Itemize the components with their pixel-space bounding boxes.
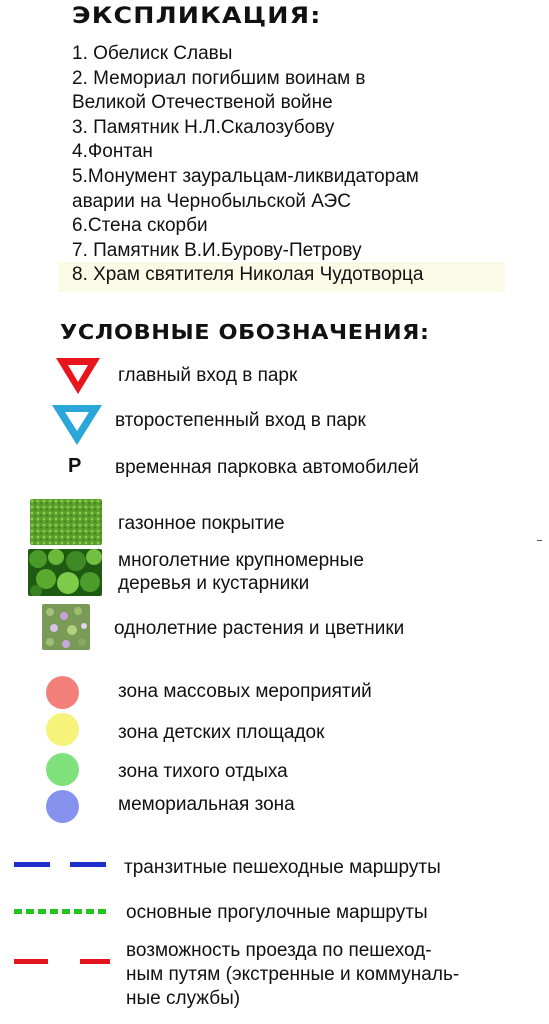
legend-title: УСЛОВНЫЕ ОБОЗНАЧЕНИЯ: xyxy=(60,320,430,344)
emergency-route-label: возможность проезда по пешеход- ным путям (экстренные и коммуналь- ные службы) xyxy=(126,940,460,1009)
zone-events-icon xyxy=(46,676,79,709)
secondary-entrance-icon xyxy=(50,403,104,447)
explication-list xyxy=(72,42,424,288)
trees-swatch-icon xyxy=(28,549,102,596)
flowers-swatch-icon xyxy=(42,604,90,650)
zone-memorial-label: мемориальная зона xyxy=(118,794,295,815)
main-entrance-label: главный вход в парк xyxy=(118,365,298,386)
zone-children-label: зона детских площадок xyxy=(118,722,325,743)
trees-label: многолетние крупномерные деревья и кустарники xyxy=(118,550,364,594)
parking-icon: P xyxy=(68,455,82,477)
transit-route-label: транзитные пешеходные маршруты xyxy=(124,857,441,878)
explication-item-4: 4.Фонтан xyxy=(72,141,153,163)
explication-item-1: 1. Обелиск Славы xyxy=(72,43,233,64)
walking-route-line-icon xyxy=(14,908,110,916)
zone-memorial-icon xyxy=(46,790,79,823)
explication-item-6: 6.Стена скорби xyxy=(72,215,208,237)
explication-item-3: 3. Памятник Н.Л.Скалозубову xyxy=(72,116,335,138)
explication-item-7: 7. Памятник В.И.Бурову-Петрову xyxy=(72,239,362,261)
explication-item-2: 2. Мемориал погибшим воинам в Великой Отечественой войне xyxy=(72,67,366,114)
lawn-swatch-icon xyxy=(30,499,102,545)
flowers-label: однолетние растения и цветники xyxy=(114,618,405,639)
zone-events-label: зона массовых мероприятий xyxy=(118,681,372,702)
zone-children-icon xyxy=(46,713,79,746)
stray-mark xyxy=(537,540,542,541)
explication-item-8: 8. Храм святителя Николая Чудотворца xyxy=(72,264,424,286)
transit-route-line-icon xyxy=(14,861,106,869)
secondary-entrance-label: второстепенный вход в парк xyxy=(115,410,366,431)
emergency-route-line-icon xyxy=(14,958,110,966)
parking-label: временная парковка автомобилей xyxy=(115,457,419,478)
zone-quiet-icon xyxy=(46,753,79,786)
explication-title: ЭКСПЛИКАЦИЯ: xyxy=(72,4,322,29)
explication-item-5: 5.Монумент зауральцам-ликвидаторам аварии на Чернобыльской АЭС xyxy=(72,165,419,212)
main-entrance-icon xyxy=(54,356,102,396)
walking-route-label: основные прогулочные маршруты xyxy=(126,902,428,923)
zone-quiet-label: зона тихого отдыха xyxy=(118,761,288,782)
lawn-label: газонное покрытие xyxy=(118,513,285,534)
